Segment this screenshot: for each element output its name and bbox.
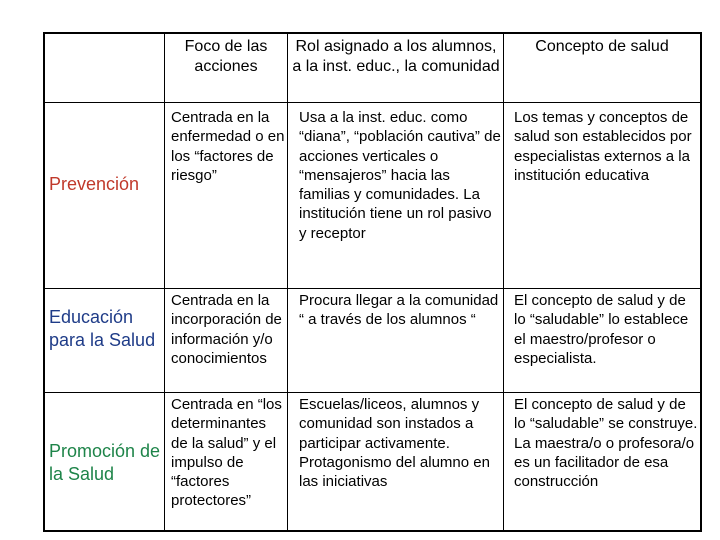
- header-focus: Foco de las acciones: [184, 38, 268, 75]
- cell-educacion-concept: El concepto de salud y de lo “saludable” lo establece el maestro/profesor o especialista.: [514, 292, 689, 367]
- table-border-top: [43, 32, 702, 34]
- header-concept: Concepto de salud: [535, 38, 669, 55]
- table-border-right: [700, 32, 702, 532]
- cell-promocion-focus: Centrada en “los determinantes de la salud” y el impulso de “factores protectores”: [171, 396, 282, 510]
- row-divider-3: [43, 392, 702, 393]
- row-label-promocion: Promoción de la Salud: [49, 441, 161, 484]
- table-border-left: [43, 32, 45, 532]
- cell-promocion-concept: El concepto de salud y de lo “saludable” se construye. La maestra/o o profesora/o es un facilitador de esa construcción: [514, 396, 698, 491]
- row-divider-2: [43, 288, 702, 289]
- cell-prevencion-concept: Los temas y conceptos de salud son establecidos por especialistas externos a la institución educativa: [514, 109, 692, 184]
- comparison-table: [43, 32, 702, 532]
- row-divider-1: [43, 102, 702, 103]
- row-label-prevencion: Prevención: [49, 174, 140, 194]
- column-divider-2: [287, 32, 288, 532]
- cell-prevencion-focus: Centrada en la enfermedad o en los “factores de riesgo”: [171, 109, 285, 184]
- column-divider-3: [503, 32, 504, 532]
- cell-promocion-role: Escuelas/liceos, alumnos y comunidad son instados a participar activamente. Protagonismo del alumno en las iniciativas: [299, 396, 490, 491]
- column-divider-1: [164, 32, 165, 532]
- cell-educacion-role: Procura llegar a la comunidad “ a través de los alumnos “: [299, 292, 499, 329]
- cell-prevencion-role: Usa a la inst. educ. como “diana”, “población cautiva” de acciones verticales o “mensajeros” hacia las familias y comunidades. La institución tiene un rol pasivo y receptor: [299, 109, 501, 242]
- row-label-educacion: Educación para la Salud: [49, 307, 156, 350]
- cell-educacion-focus: Centrada en la incorporación de información y/o conocimientos: [171, 292, 282, 367]
- header-role: Rol asignado a los alumnos, a la inst. educ., la comunidad: [292, 38, 500, 75]
- table-border-bottom: [43, 530, 702, 532]
